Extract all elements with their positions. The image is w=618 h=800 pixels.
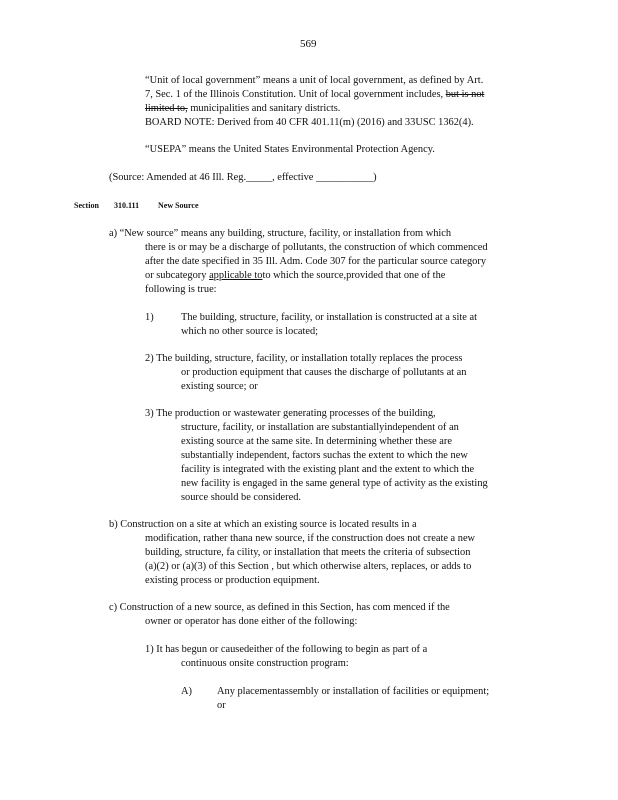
unit-def-line-3: limited to, municipalities and sanitary districts.: [145, 103, 341, 114]
item-1-line-2: which no other source is located;: [181, 326, 319, 337]
item-3-line-4: substantially independent, factors suchas the extent to which the new: [181, 450, 468, 461]
item-1-number: 1): [145, 312, 154, 323]
para-a-line-5: following is true:: [145, 284, 217, 295]
item-3-line-7: source should be considered.: [181, 492, 302, 503]
c-item-A-line-1: Any placementassembly or installation of facilities or equipment;: [217, 686, 490, 697]
usepa-def: “USEPA” means the United States Environmental Protection Agency.: [145, 144, 435, 155]
para-b-line-2: modification, rather thana new source, if the construction does not create a new: [145, 533, 476, 544]
para-b-line-4: (a)(2) or (a)(3) of this Section , but which otherwise alters, replaces, or adds to: [145, 561, 472, 572]
item-3-line-3: existing source at the same site. In determining whether these are: [181, 436, 452, 447]
c-item-A-line-2: or: [217, 700, 226, 711]
section-number: 310.111: [114, 201, 140, 210]
item-1-line-1: The building, structure, facility, or installation is constructed at a site at: [181, 312, 477, 323]
c-item-1-line-1: 1) It has begun or causedeither of the following to begin as part of a: [145, 644, 428, 655]
para-a-line-1: a) “New source” means any building, structure, facility, or installation from which: [109, 228, 452, 239]
struck-text: limited to,: [145, 103, 188, 114]
unit-def-line-2: 7, Sec. 1 of the Illinois Constitution. Unit of local government includes, but is not: [145, 89, 485, 100]
para-b-line-5: existing process or production equipment.: [145, 575, 320, 586]
source-note: (Source: Amended at 46 Ill. Reg._____, effective ___________): [109, 172, 377, 183]
page-number: 569: [300, 38, 317, 50]
underlined-text: applicable to: [209, 270, 263, 281]
item-2-line-1: 2) The building, structure, facility, or installation totally replaces the process: [145, 353, 463, 364]
item-3-line-2: structure, facility, or installation are substantiallyindependent of an: [181, 422, 459, 433]
para-a-line-2: there is or may be a discharge of pollutants, the construction of which commenced: [145, 242, 488, 253]
unit-def-line-1: “Unit of local government” means a unit of local government, as defined by Art.: [145, 75, 484, 86]
c-item-1-line-2: continuous onsite construction program:: [181, 658, 349, 669]
para-a-line-3: after the date specified in 35 Ill. Adm. Code 307 for the particular source category: [145, 256, 487, 267]
item-3-line-6: new facility is engaged in the same general type of activity as the existing: [181, 478, 488, 489]
item-2-line-3: existing source; or: [181, 381, 258, 392]
para-c-line-2: owner or operator has done either of the following:: [145, 616, 358, 627]
struck-text: but is not: [445, 89, 485, 100]
board-note: BOARD NOTE: Derived from 40 CFR 401.11(m) (2016) and 33USC 1362(4).: [145, 117, 474, 128]
para-b-line-1: b) Construction on a site at which an existing source is located results in a: [109, 519, 417, 530]
section-label: Section: [74, 201, 99, 210]
c-item-A-label: A): [181, 686, 192, 697]
para-b-line-3: building, structure, fa cility, or installation that meets the criteria of subsection: [145, 547, 471, 558]
item-3-line-5: facility is integrated with the existing plant and the extent to which the: [181, 464, 475, 475]
item-3-line-1: 3) The production or wastewater generating processes of the building,: [145, 408, 436, 419]
section-title: New Source: [158, 201, 199, 210]
para-a-line-4: or subcategory applicable toto which the source,provided that one of the: [145, 270, 446, 281]
para-c-line-1: c) Construction of a new source, as defined in this Section, has com menced if the: [109, 602, 450, 613]
item-2-line-2: or production equipment that causes the discharge of pollutants at an: [181, 367, 467, 378]
